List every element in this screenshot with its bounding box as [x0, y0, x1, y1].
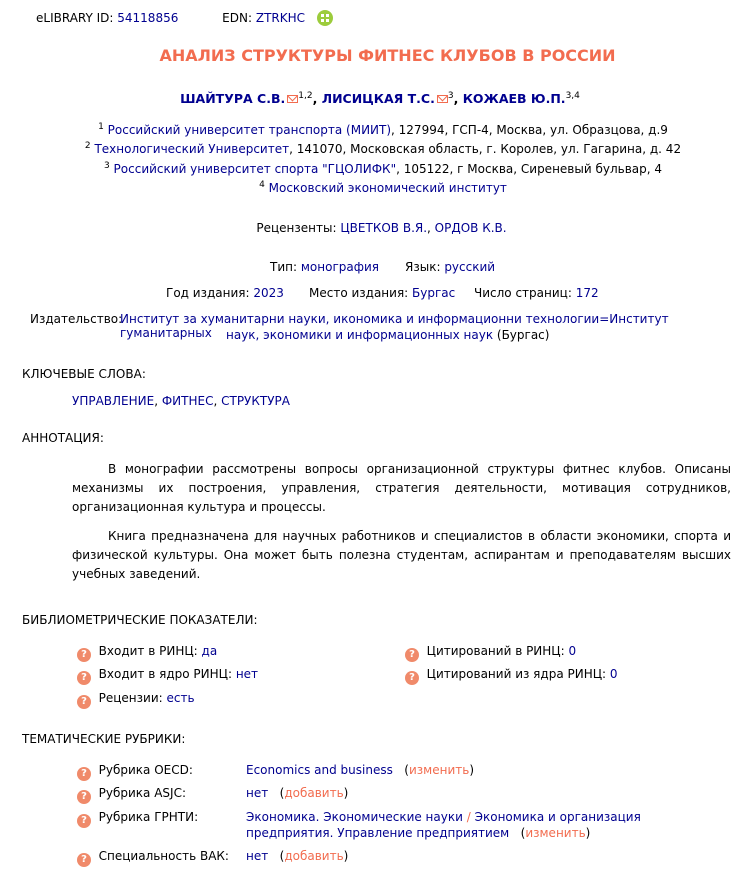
type-link[interactable]: монография — [300, 260, 379, 274]
affiliation-org-link[interactable]: Московский экономический институт — [268, 181, 507, 195]
help-icon[interactable]: ? — [77, 648, 91, 662]
rubric-grnti-label: ? Рубрика ГРНТИ: — [77, 810, 198, 828]
page-title: АНАЛИЗ СТРУКТУРЫ ФИТНЕС КЛУБОВ В РОССИИ — [159, 46, 616, 65]
biblio-core: ? Входит в ядро РИНЦ: нет — [77, 667, 258, 685]
qr-code-icon[interactable] — [317, 10, 333, 26]
help-icon[interactable]: ? — [405, 671, 419, 685]
help-icon[interactable]: ? — [77, 767, 91, 781]
rubric-vak-label: ? Специальность ВАК: — [77, 849, 229, 867]
mail-icon[interactable] — [287, 95, 298, 103]
page-count: Число страниц: 172 — [474, 286, 599, 300]
author-link[interactable]: ЛИСИЦКАЯ Т.С. — [321, 91, 435, 107]
publisher-label: Издательство: — [30, 312, 123, 326]
keyword-link[interactable]: СТРУКТУРА — [221, 394, 290, 408]
grnti-edit-link[interactable]: изменить — [525, 826, 586, 840]
affiliation-org-link[interactable]: Российский университет транспорта (МИИТ) — [107, 123, 392, 137]
biblio-reviews: ? Рецензии: есть — [77, 691, 195, 709]
biblio-core-citations: ? Цитирований из ядра РИНЦ: 0 — [405, 667, 618, 685]
biblio-heading: БИБЛИОМЕТРИЧЕСКИЕ ПОКАЗАТЕЛИ: — [22, 613, 258, 627]
rubric-vak-value: нет (добавить) — [246, 849, 349, 863]
mail-icon[interactable] — [437, 95, 448, 103]
rubric-grnti-value-2: предприятия. Управление предприятием (изменить) — [246, 826, 591, 840]
keyword-link[interactable]: УПРАВЛЕНИЕ — [72, 394, 155, 408]
rubric-oecd-value: Economics and business (изменить) — [246, 763, 474, 777]
keywords-list: УПРАВЛЕНИЕ, ФИТНЕС, СТРУКТУРА — [72, 394, 290, 408]
asjc-add-link[interactable]: добавить — [284, 786, 344, 800]
help-icon[interactable]: ? — [77, 853, 91, 867]
elibrary-id-link[interactable]: 54118856 — [117, 11, 179, 25]
elibrary-id-label: eLIBRARY ID: — [36, 11, 114, 25]
publication-place: Место издания: Бургас — [309, 286, 456, 300]
affiliation-org-link[interactable]: Технологический Университет — [94, 142, 290, 156]
grnti-link[interactable]: Экономика и организация — [474, 810, 641, 824]
help-icon[interactable]: ? — [77, 671, 91, 685]
rubric-grnti-value: Экономика. Экономические науки / Экономика и организация — [246, 810, 641, 824]
affiliation: $^4$ Московский экономический институт — [259, 180, 507, 195]
reviewers: Рецензенты: ЦВЕТКОВ В.Я., ОРДОВ К.В. — [256, 221, 507, 235]
oecd-link[interactable]: Economics and business — [246, 763, 393, 777]
grnti-link[interactable]: Экономика. Экономические науки — [246, 810, 463, 824]
edn-label: EDN: — [222, 11, 253, 25]
year-link[interactable]: 2023 — [253, 286, 284, 300]
affiliation: $^2$ Технологический Университет, 141070, Московская область, г. Королев, ул. Гагарина, д. 42 — [84, 141, 682, 156]
authors-line: ШАЙТУРА С.В. $^{1,2}$, ЛИСИЦКАЯ Т.С. $^3$, КОЖАЕВ Ю.П.$^{3,4}$ — [180, 91, 580, 107]
publisher-link[interactable]: наук, экономики и информационных наук — [226, 328, 494, 342]
rubrics-heading: ТЕМАТИЧЕСКИЕ РУБРИКИ: — [22, 732, 186, 746]
biblio-citations: ? Цитирований в РИНЦ: 0 — [405, 644, 576, 662]
author-link[interactable]: ШАЙТУРА С.В. — [180, 91, 286, 107]
author-link[interactable]: КОЖАЕВ Ю.П. — [462, 91, 566, 107]
biblio-rinc: ? Входит в РИНЦ: да — [77, 644, 217, 662]
publication-type: Тип: монография — [270, 260, 379, 274]
grnti-link[interactable]: предприятия. Управление предприятием — [246, 826, 510, 840]
reviewer-link[interactable]: ОРДОВ К.В. — [434, 221, 507, 235]
annotation-heading: АННОТАЦИЯ: — [22, 431, 104, 445]
edn-link[interactable]: ZTRKHC — [255, 11, 306, 25]
language-link[interactable]: русский — [444, 260, 496, 274]
help-icon[interactable]: ? — [77, 695, 91, 709]
affiliation: $^3$ Российский университет спорта "ГЦОЛИФК", 105122, г Москва, Сиреневый бульвар, 4 — [103, 161, 663, 176]
reviewer-link[interactable]: ЦВЕТКОВ В.Я. — [340, 221, 428, 235]
annotation-paragraph: Книга предназначена для научных работников и специалистов в области экономики, спорта и физической культуры. Она может быть полезна студентам, аспирантам и преподавателям высших учебных заведений. — [72, 529, 731, 581]
publisher-line2: наук, экономики и информационных наук (Бургас) — [226, 328, 550, 342]
rubric-oecd-label: ? Рубрика OECD: — [77, 763, 193, 781]
help-icon[interactable]: ? — [405, 648, 419, 662]
keywords-heading: КЛЮЧЕВЫЕ СЛОВА: — [22, 367, 146, 381]
record-header — [36, 10, 333, 26]
vak-add-link[interactable]: добавить — [284, 849, 344, 863]
affiliation-org-link[interactable]: Российский университет спорта "ГЦОЛИФК" — [113, 162, 397, 176]
affiliation: $^1$ Российский университет транспорта (МИИТ), 127994, ГСП-4, Москва, ул. Образцова, д.9 — [98, 122, 668, 137]
annotation-paragraph: В монографии рассмотрены вопросы организационной структуры фитнес клубов. Описаны механизмы их построения, управления, стратегия деятельности, мотивация сотрудников, организационная культура и процессы. — [72, 462, 731, 514]
publisher-link[interactable]: Институт за хуманитарни науки, иконoмика и информационни технологии=Институт гуманитарных — [120, 312, 669, 340]
rubric-asjc-value: нет (добавить) — [246, 786, 349, 800]
publication-year: Год издания: 2023 — [166, 286, 284, 300]
help-icon[interactable]: ? — [77, 814, 91, 828]
oecd-edit-link[interactable]: изменить — [408, 763, 470, 777]
rubric-asjc-label: ? Рубрика ASJC: — [77, 786, 186, 804]
pages-value: 172 — [575, 286, 599, 300]
publication-language: Язык: русский — [405, 260, 496, 274]
help-icon[interactable]: ? — [77, 790, 91, 804]
place-link[interactable]: Бургас — [412, 286, 456, 300]
keyword-link[interactable]: ФИТНЕС — [161, 394, 214, 408]
